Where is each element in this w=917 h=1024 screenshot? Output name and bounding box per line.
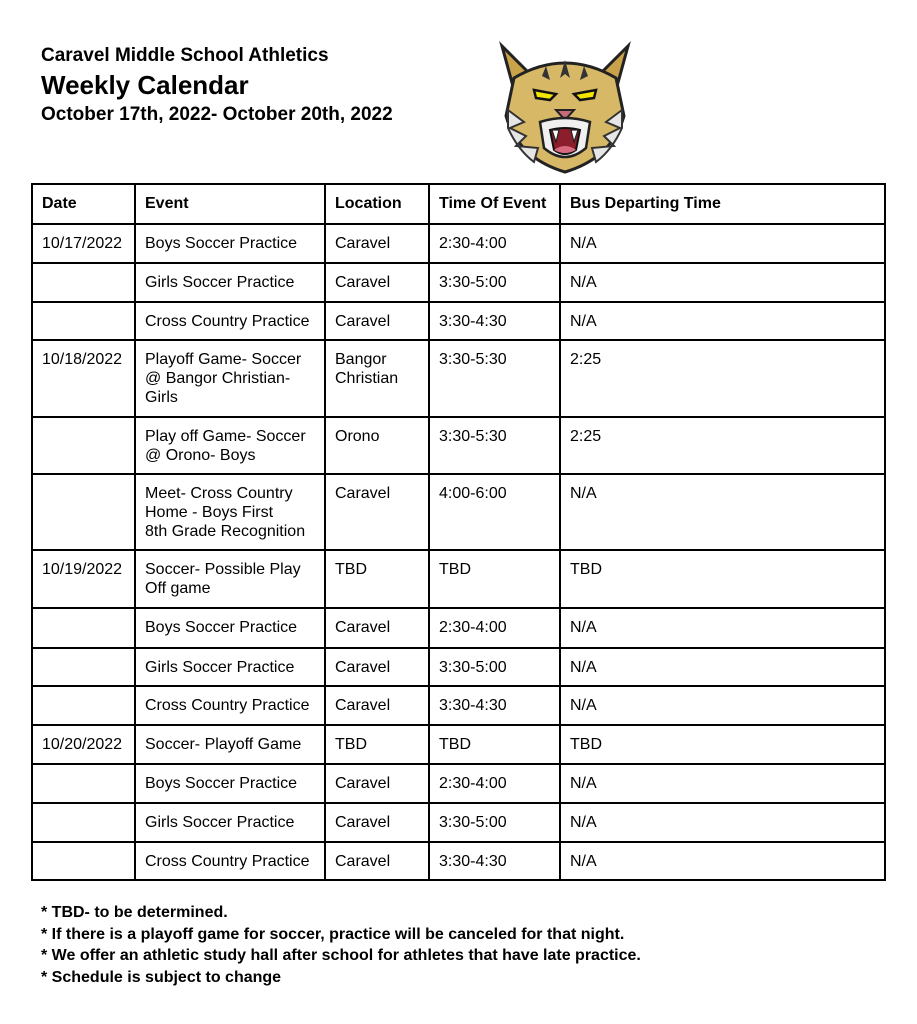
schedule-table	[31, 183, 886, 881]
table-cell: TBD	[560, 550, 885, 608]
page-title: Weekly Calendar	[41, 70, 249, 100]
table-cell: Caravel	[325, 842, 429, 880]
table-cell	[32, 803, 135, 842]
table-row	[32, 725, 885, 764]
table-cell: Caravel	[325, 686, 429, 725]
table-cell: Cross Country Practice	[135, 302, 325, 340]
table-row	[32, 474, 885, 550]
table-header-row	[32, 184, 885, 224]
table-cell: 2:25	[560, 417, 885, 474]
table-row	[32, 686, 885, 725]
table-cell: Girls Soccer Practice	[135, 648, 325, 686]
table-cell: TBD	[560, 725, 885, 764]
table-row	[32, 608, 885, 648]
table-cell	[32, 764, 135, 803]
table-cell: 2:30-4:00	[429, 608, 560, 648]
table-cell: N/A	[560, 764, 885, 803]
table-cell: Boys Soccer Practice	[135, 764, 325, 803]
table-cell: N/A	[560, 686, 885, 725]
table-cell: Boys Soccer Practice	[135, 224, 325, 263]
table-cell: Caravel	[325, 608, 429, 648]
table-cell: N/A	[560, 608, 885, 648]
table-cell: Caravel	[325, 224, 429, 263]
column-header: Event	[135, 184, 325, 224]
table-cell: Bangor Christian	[325, 340, 429, 417]
table-row	[32, 550, 885, 608]
table-cell	[32, 648, 135, 686]
table-cell: N/A	[560, 803, 885, 842]
table-cell	[32, 417, 135, 474]
table-cell: Caravel	[325, 648, 429, 686]
footnote: * If there is a playoff game for soccer, practice will be canceled for that night.	[41, 925, 625, 943]
table-cell: Meet- Cross Country Home - Boys First 8th Grade Recognition	[135, 474, 325, 550]
table-cell: 10/17/2022	[32, 224, 135, 263]
table-cell	[32, 474, 135, 550]
table-cell: 3:30-5:30	[429, 417, 560, 474]
table-row	[32, 803, 885, 842]
table-cell: Orono	[325, 417, 429, 474]
table-cell: 2:30-4:00	[429, 224, 560, 263]
table-cell: 3:30-5:30	[429, 340, 560, 417]
table-cell: 3:30-5:00	[429, 648, 560, 686]
table-cell: 3:30-5:00	[429, 263, 560, 302]
table-cell: 10/18/2022	[32, 340, 135, 417]
table-cell: TBD	[429, 725, 560, 764]
table-cell	[32, 842, 135, 880]
header	[41, 44, 393, 128]
table-cell	[32, 263, 135, 302]
table-cell: Caravel	[325, 263, 429, 302]
table-cell: 4:00-6:00	[429, 474, 560, 550]
table-cell: TBD	[429, 550, 560, 608]
table-cell: Caravel	[325, 803, 429, 842]
table-cell: 10/20/2022	[32, 725, 135, 764]
footnote: * Schedule is subject to change	[41, 968, 282, 986]
table-cell: Caravel	[325, 764, 429, 803]
footnotes	[41, 902, 641, 988]
table-cell: N/A	[560, 842, 885, 880]
table-cell: N/A	[560, 648, 885, 686]
column-header: Date	[32, 184, 135, 224]
table-cell: Playoff Game- Soccer @ Bangor Christian- Girls	[135, 340, 325, 417]
table-cell: Caravel	[325, 474, 429, 550]
table-row	[32, 842, 885, 880]
table-cell: Play off Game- Soccer @ Orono- Boys	[135, 417, 325, 474]
table-row	[32, 224, 885, 263]
column-header: Time Of Event	[429, 184, 560, 224]
table-cell: Caravel	[325, 302, 429, 340]
table-cell: 2:30-4:00	[429, 764, 560, 803]
wildcat-logo-icon	[494, 38, 636, 176]
table-row	[32, 648, 885, 686]
table-cell: Cross Country Practice	[135, 686, 325, 725]
table-cell: Girls Soccer Practice	[135, 263, 325, 302]
school-name: Caravel Middle School Athletics	[41, 45, 329, 66]
table-cell: TBD	[325, 550, 429, 608]
table-cell: N/A	[560, 474, 885, 550]
footnote: * TBD- to be determined.	[41, 904, 228, 921]
table-cell: 10/19/2022	[32, 550, 135, 608]
table-row	[32, 764, 885, 803]
table-cell: Cross Country Practice	[135, 842, 325, 880]
table-row	[32, 417, 885, 474]
column-header: Location	[325, 184, 429, 224]
table-cell: N/A	[560, 224, 885, 263]
table-cell	[32, 686, 135, 725]
table-cell: Girls Soccer Practice	[135, 803, 325, 842]
table-row	[32, 263, 885, 302]
table-cell	[32, 302, 135, 340]
table-cell: 3:30-4:30	[429, 302, 560, 340]
date-range: October 17th, 2022- October 20th, 2022	[41, 104, 393, 125]
table-cell: N/A	[560, 302, 885, 340]
table-cell: Boys Soccer Practice	[135, 608, 325, 648]
table-row	[32, 340, 885, 417]
table-cell: N/A	[560, 263, 885, 302]
table-cell: Soccer- Playoff Game	[135, 725, 325, 764]
footnote: * We offer an athletic study hall after school for athletes that have late practice.	[41, 947, 641, 964]
table-cell: 3:30-4:30	[429, 842, 560, 880]
table-cell	[32, 608, 135, 648]
column-header: Bus Departing Time	[560, 184, 885, 224]
table-row	[32, 302, 885, 340]
table-cell: TBD	[325, 725, 429, 764]
table-cell: 2:25	[560, 340, 885, 417]
table-cell: 3:30-4:30	[429, 686, 560, 725]
table-cell: Soccer- Possible Play Off game	[135, 550, 325, 608]
table-cell: 3:30-5:00	[429, 803, 560, 842]
table-body	[32, 224, 885, 880]
